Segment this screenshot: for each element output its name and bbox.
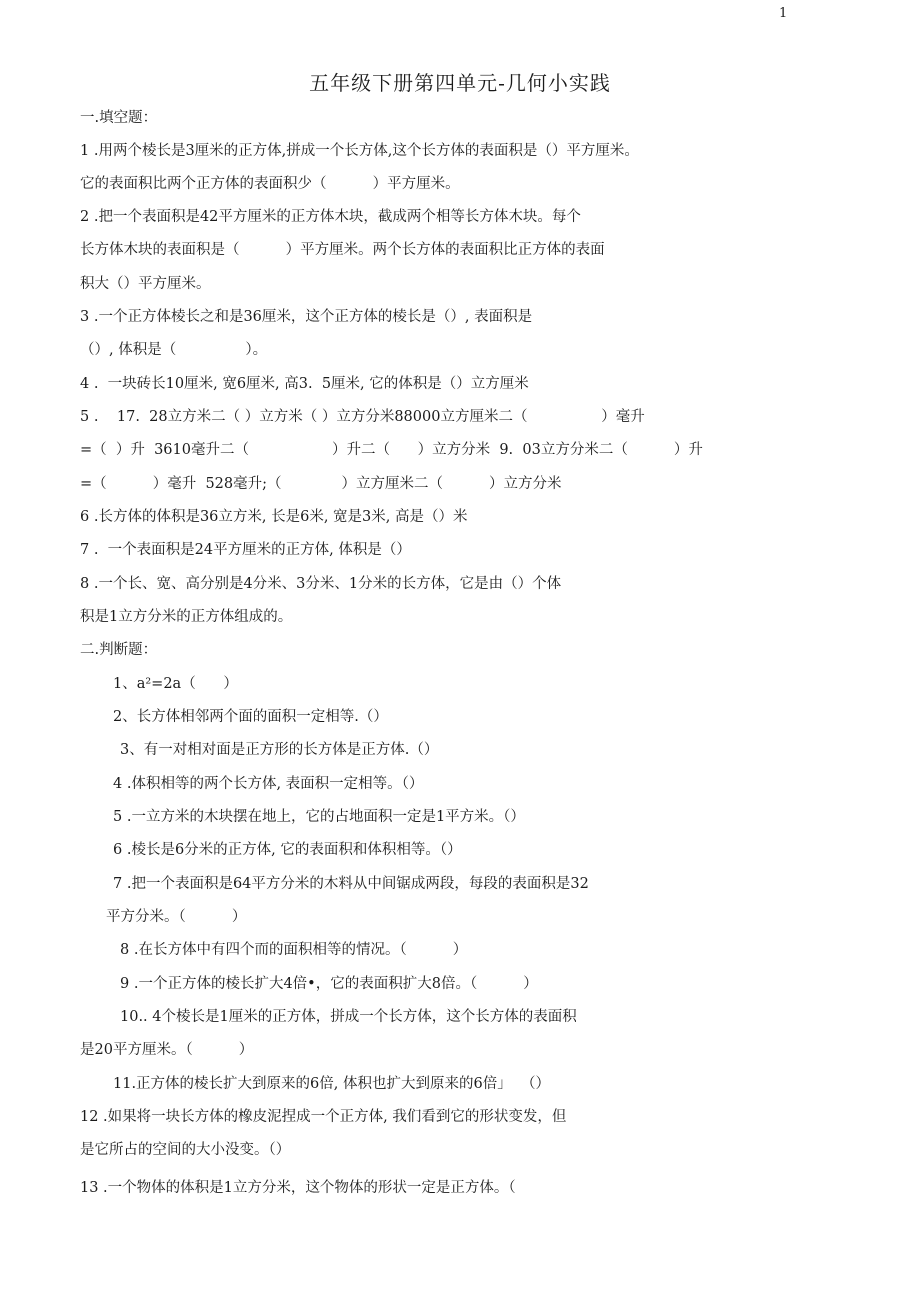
question-line: 2 .把一个表面积是42平方厘米的正方体木块，截成两个相等长方体木块。每个 xyxy=(80,209,581,225)
page-number: 1 xyxy=(779,6,788,21)
question-line: =（ ）毫升 528毫升;（ ）立方厘米二（ ）立方分米 xyxy=(80,476,562,492)
question-line: 是20平方厘米。（ ） xyxy=(80,1042,254,1058)
question-line: 是它所占的空间的大小没变。（） xyxy=(80,1142,291,1158)
question-line: 12 .如果将一块长方体的橡皮泥捏成一个正方体, 我们看到它的形状变发，但 xyxy=(80,1109,567,1125)
section-heading-true-false: 二.判断题： xyxy=(80,642,158,658)
question-line: 平方分米。（ ） xyxy=(106,909,247,925)
question-line: 11.正方体的棱长扩大到原来的6倍, 体积也扩大到原来的6倍」 （） xyxy=(113,1076,550,1092)
question-line: 5 .一立方米的木块摆在地上，它的占地面积一定是1平方米。（） xyxy=(113,809,525,825)
question-line: 8 .在长方体中有四个而的面积相等的情况。（ ） xyxy=(120,942,468,958)
section-heading-fill-blank: 一.填空题： xyxy=(80,110,158,126)
question-line: 6 .长方体的体积是36立方米, 长是6米, 宽是3米, 高是（）米 xyxy=(80,509,468,525)
question-line: 3、有一对相对面是正方形的长方体是正方体.（） xyxy=(120,742,439,758)
question-line: 1、a²=2a（ ） xyxy=(113,676,238,692)
question-line: 7 . 一个表面积是24平方厘米的正方体, 体积是（） xyxy=(80,542,411,558)
question-line: 长方体木块的表面积是（ ）平方厘米。两个长方体的表面积比正方体的表面 xyxy=(80,242,605,258)
question-line: 1 .用两个棱长是3厘米的正方体,拼成一个长方体,这个长方体的表面积是（）平方厘米。 xyxy=(80,143,639,159)
question-line: 5 . 17. 28立方米二（ ）立方米（ ）立方分米88000立方厘米二（ ）毫升 xyxy=(80,409,645,425)
page-title: 五年级下册第四单元-几何小实践 xyxy=(309,71,611,95)
question-line: 它的表面积比两个正方体的表面积少（ ）平方厘米。 xyxy=(80,176,460,192)
question-line: 9 .一个正方体的棱长扩大4倍•，它的表面积扩大8倍。（ ） xyxy=(120,976,538,992)
question-line: 3 .一个正方体棱长之和是36厘米，这个正方体的棱长是（）, 表面积是 xyxy=(80,309,533,325)
question-line: 积大（）平方厘米。 xyxy=(80,276,211,292)
question-line: 6 .棱长是6分米的正方体, 它的表面积和体积相等。（） xyxy=(113,842,462,858)
question-line: 4 . 一块砖长10厘米, 宽6厘米, 高3. 5厘米, 它的体积是（）立方厘米 xyxy=(80,376,529,392)
question-line: 积是1立方分米的正方体组成的。 xyxy=(80,609,293,625)
question-line: 2、长方体相邻两个面的面积一定相等.（） xyxy=(113,709,388,725)
question-line: 13 .一个物体的体积是1立方分米，这个物体的形状一定是正方体。（ xyxy=(80,1180,516,1196)
question-line: 10.. 4个棱长是1厘米的正方体，拼成一个长方体，这个长方体的表面积 xyxy=(120,1009,577,1025)
question-line: （）, 体积是（ ）。 xyxy=(80,342,268,358)
question-line: 4 .体积相等的两个长方体, 表面积一定相等。（） xyxy=(113,776,424,792)
question-line: 7 .把一个表面积是64平方分米的木料从中间锯成两段，每段的表面积是32 xyxy=(113,876,589,892)
question-line: 8 .一个长、宽、高分别是4分米、3分米、1分米的长方体，它是由（）个体 xyxy=(80,576,562,592)
question-line: =（ ）升 3610毫升二（ ）升二（ ）立方分米 9. 03立方分米二（ ）升 xyxy=(80,442,703,458)
